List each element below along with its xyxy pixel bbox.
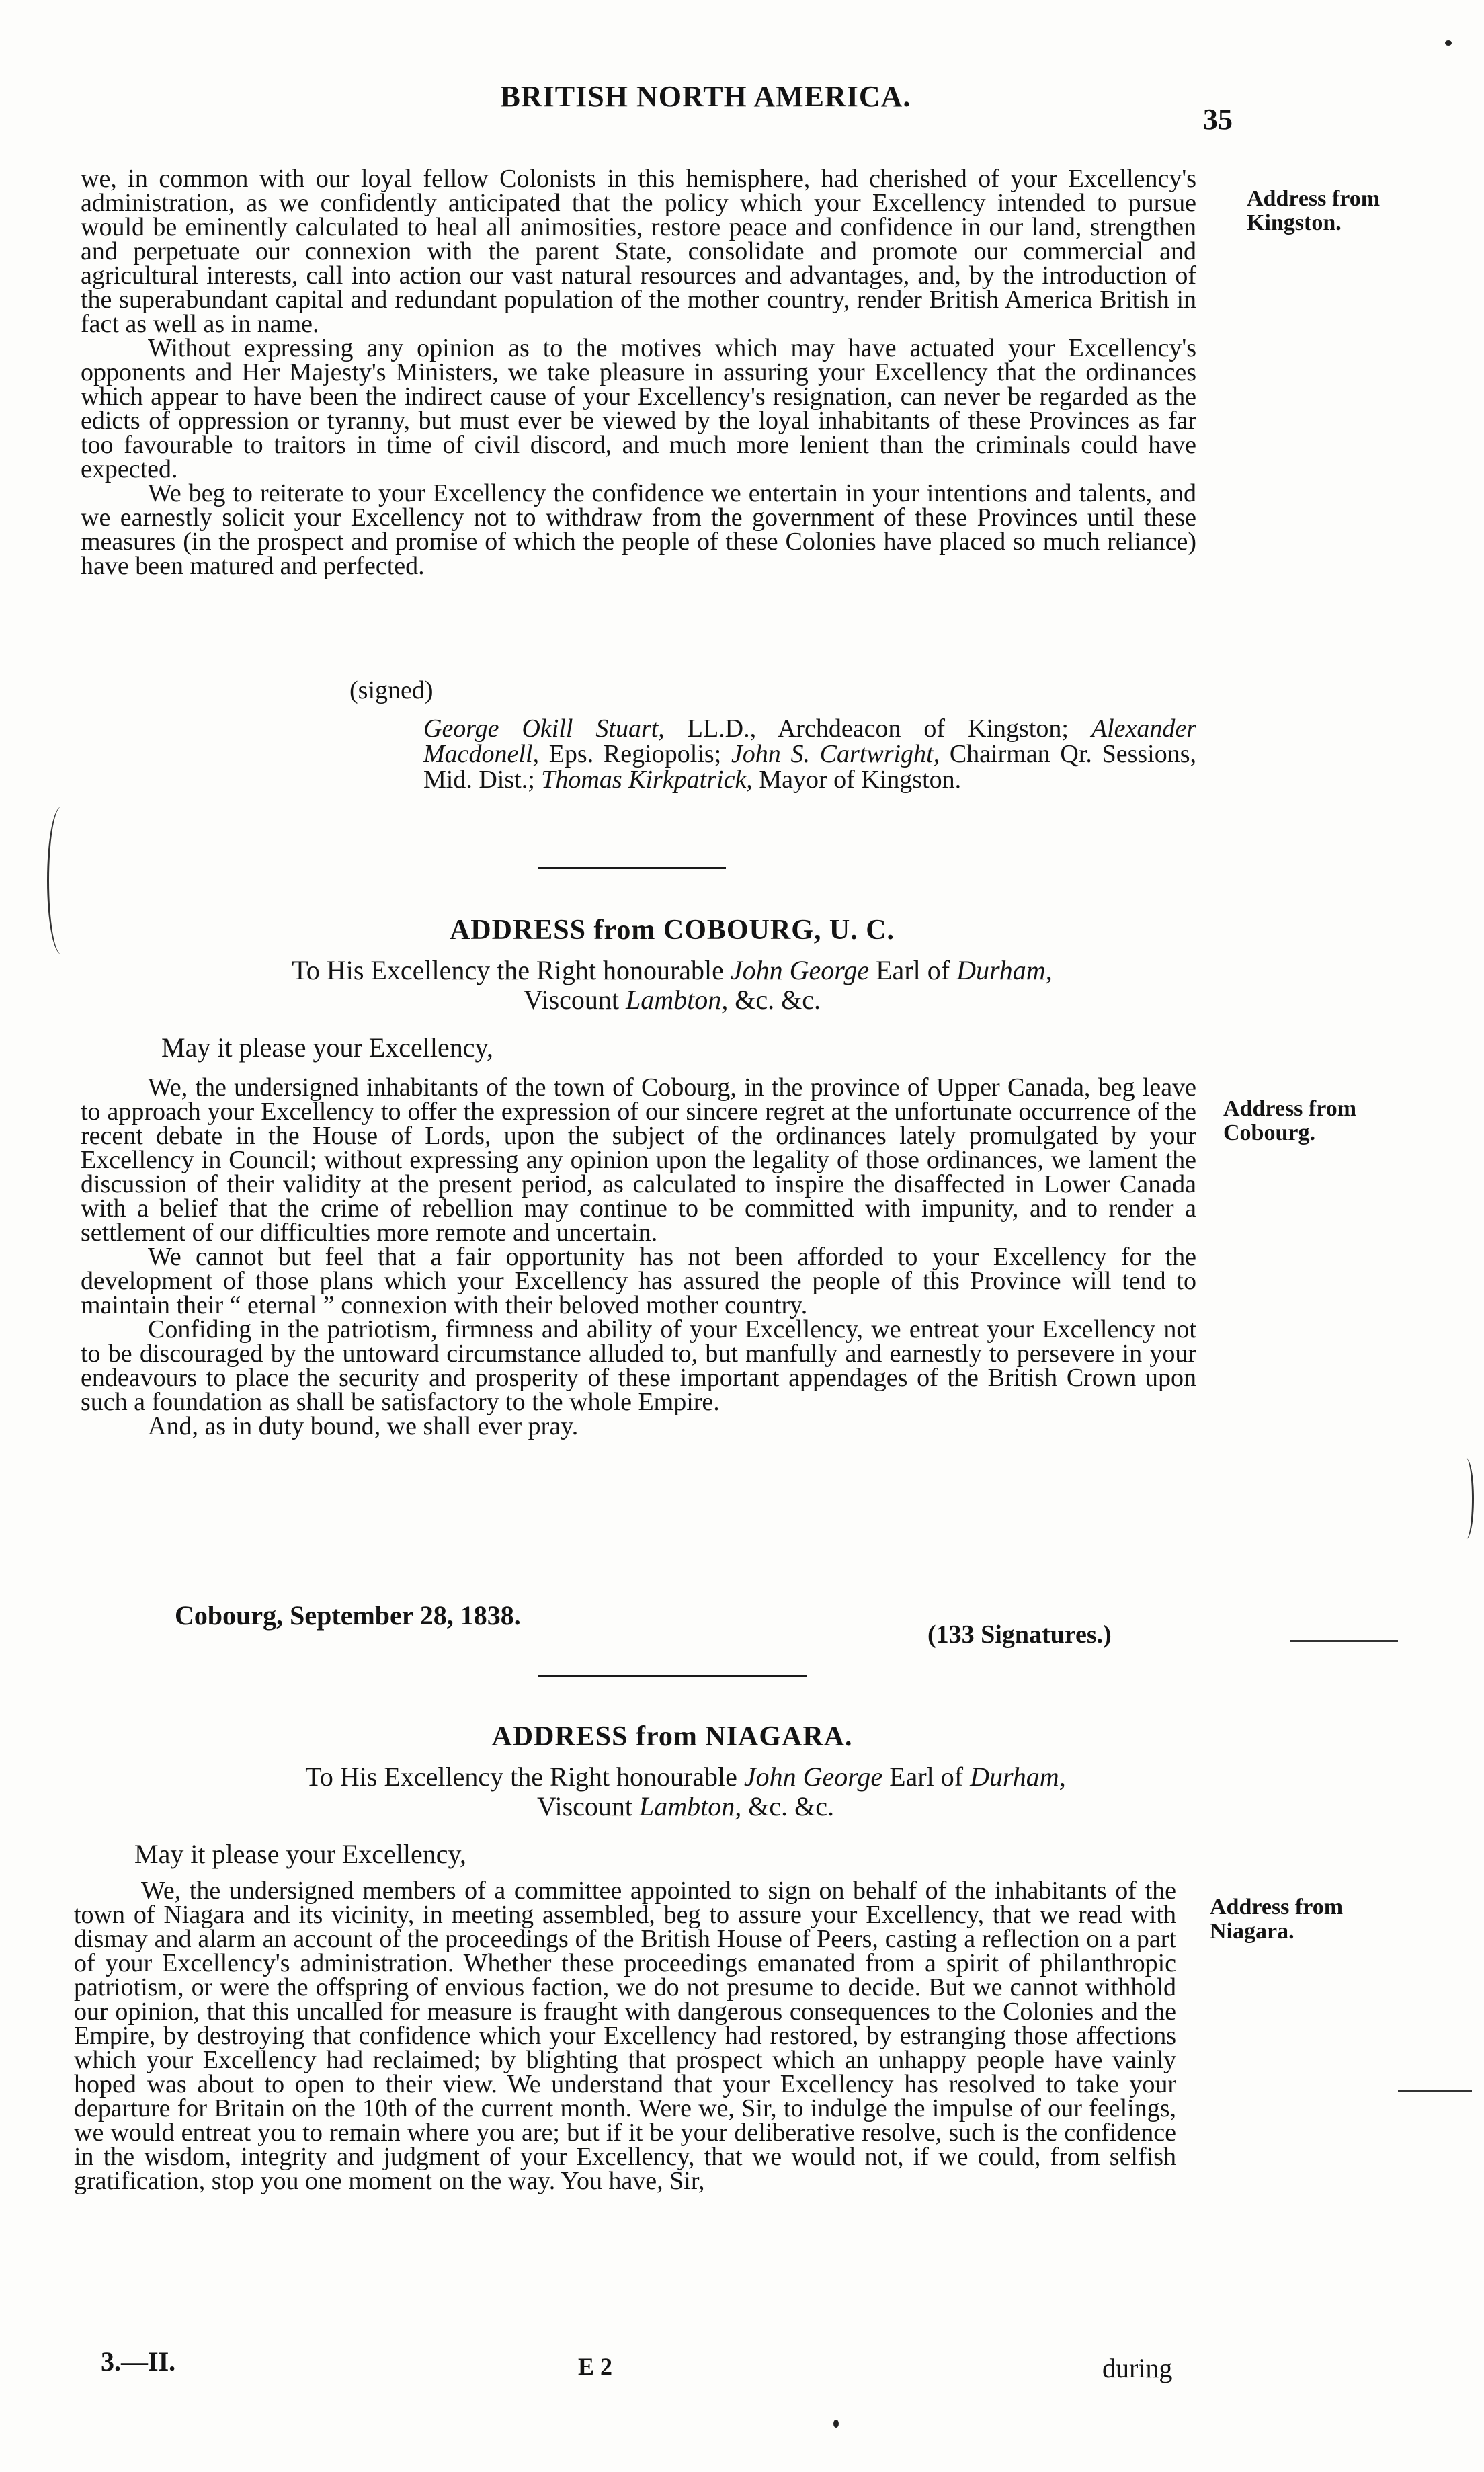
signatory-title: Eps. Regiopolis; [539, 740, 731, 768]
scan-speck [1445, 40, 1452, 46]
cobourg-paragraph-3: Confiding in the patriotism, firmness and ability of your Excellency, we entreat your Excellency not to be discouraged by the untoward circumstance alluded to, but manfully and earnestly to persevere in your endeavours to place the security and prosperity of these important appendages of the British Crown upon such a foundation as shall be satisfactory to the whole Empire. [81, 1315, 1196, 1416]
addressee-earl: Durham, [956, 955, 1053, 985]
cobourg-heading: ADDRESS from COBOURG, U. C. [449, 915, 895, 946]
signatory-name: Thomas Kirkpatrick, [541, 766, 753, 794]
margin-note-niagara: Address from Niagara. [1210, 1895, 1344, 1944]
addressee-line2-suffix: &c. &c. [741, 1791, 834, 1821]
catchword: during [1102, 2353, 1173, 2383]
addressee-line2-prefix: Viscount [536, 1791, 640, 1821]
ink-bracket-mark [1458, 1458, 1474, 1539]
kingston-signatories [423, 716, 1196, 792]
addressee-line2-prefix: Viscount [523, 985, 626, 1015]
ink-stroke-mark [1398, 2090, 1472, 2092]
niagara-body [74, 1879, 1176, 2193]
kingston-paragraph-1: we, in common with our loyal fellow Colonists in this hemisphere, had cherished of your Excellency's administration, as we confidently anticipated that the policy which your Excellency intended to pursue would be eminently calculated to heal all animosities, restore peace and confidence in our land, strengthen and perpetuate our connexion with the parent State, consolidate and promote our commercial and agricultural interests, call into action our vast natural resources and advantages, and, by the introduction of the superabundant capital and redundant population of the mother country, render British America British in fact as well as in name. [81, 165, 1196, 338]
cobourg-body [81, 1075, 1196, 1438]
ink-stroke-mark [1290, 1640, 1398, 1642]
kingston-paragraph-2: Without expressing any opinion as to the motives which may have actuated your Excellency's opponents and Her Majesty's Ministers, we take pleasure in assuring your Excellency that the ordinances which appear to have been the indirect cause of your Excellency's resignation, can never be regarded as the edicts of oppression or tyranny, but must ever be viewed by the loyal inhabitants of these Provinces as far too favourable to traitors in time of civil discord, and much more lenient than the criminals could have expected. [81, 334, 1196, 483]
sheet-mark: E 2 [578, 2353, 613, 2380]
cobourg-dateline: Cobourg, September 28, 1838. [175, 1600, 521, 1631]
niagara-salutation: May it please your Excellency, [134, 1839, 466, 1869]
signatory-title: LL.D., Archdeacon of Kingston; [664, 714, 1091, 743]
section-divider [538, 867, 726, 869]
niagara-heading: ADDRESS from NIAGARA. [491, 1721, 853, 1752]
addressee-prefix: To His Excellency the Right honourable [305, 1762, 744, 1792]
signatory-name: George Okill Stuart, [423, 714, 665, 743]
cobourg-salutation: May it please your Excellency, [161, 1032, 493, 1063]
cobourg-addressee [134, 956, 1210, 1015]
addressee-line2-suffix: &c. &c. [728, 985, 821, 1015]
addressee-mid: Earl of [882, 1762, 971, 1792]
scan-speck [833, 2420, 839, 2428]
page-number: 35 [1203, 103, 1233, 136]
signatory-name: Alexander Macdonell, [423, 714, 1197, 768]
margin-note-kingston: Address from Kingston. [1247, 186, 1380, 235]
section-divider [538, 1675, 807, 1677]
running-title: BRITISH NORTH AMERICA. [500, 80, 911, 113]
cobourg-paragraph-2: We cannot but feel that a fair opportunity has not been afforded to your Excellency for the development of those plans which your Excellency has assured the people of this Province will tend to maintain their “ eternal ” connexion with their beloved mother country. [81, 1243, 1196, 1319]
cobourg-paragraph-1: We, the undersigned inhabitants of the town of Cobourg, in the province of Upper Canada, beg leave to approach your Excellency to offer the expression of our sincere regret at the unfortunate occurrence of the recent debate in the House of Lords, upon the subject of the ordinances lately promulgated by your Excellency in Council; without expressing any opinion upon the legality of those ordinances, we lament the discussion of their validity at the present period, as calculated to inspire the disaffected in Lower Canada with a belief that the crime of rebellion may continue to be committed with impunity, and to render a settlement of our difficulties more remote and uncertain. [81, 1073, 1196, 1247]
ink-bracket-mark [47, 807, 76, 954]
signatory-title: Chairman Qr. Sessions, Mid. Dist.; [423, 740, 1196, 794]
signed-label: (signed) [349, 676, 434, 704]
kingston-paragraph-3: We beg to reiterate to your Excellency the confidence we entertain in your intentions and talents, and we earnestly solicit your Excellency not to withdraw from the government of these Provinces until these measures (in the prospect and promise of which the people of these Colonies have placed so much reliance) have been matured and perfected. [81, 479, 1196, 580]
cobourg-signature-count: (133 Signatures.) [928, 1620, 1112, 1649]
kingston-body [81, 167, 1196, 578]
signatory-name: John S. Cartwright, [731, 740, 940, 768]
niagara-addressee [148, 1762, 1223, 1821]
addressee-earl: Durham, [970, 1762, 1066, 1792]
addressee-name: John George [730, 955, 870, 985]
cobourg-closing: And, as in duty bound, we shall ever pray. [148, 1412, 579, 1440]
signature-mark: 3.—II. [101, 2346, 176, 2377]
addressee-viscount: Lambton, [639, 1791, 742, 1821]
signatory-title: Mayor of Kingston. [752, 766, 962, 794]
addressee-prefix: To His Excellency the Right honourable [292, 955, 731, 985]
niagara-paragraph-1: We, the undersigned members of a committee appointed to sign on behalf of the inhabitants of the town of Niagara and its vicinity, in meeting assembled, beg to assure your Excellency, that we read with dismay and alarm an account of the proceedings of the British House of Peers, casting a reflection on a part of your Excellency's administration. Whether these proceedings emanated from a spirit of philanthropic patriotism, or were the offspring of envious faction, we do not presume to decide. But we cannot withhold our opinion, that this uncalled for measure is fraught with dangerous consequences to the Colonies and the Empire, by destroying that confidence which your Excellency had restored, by estranging those affections which your Excellency had reclaimed; by blighting that prospect which an unhappy people have vainly hoped was about to open to their view. We understand that your Excellency has resolved to take your departure for Britain on the 10th of the current month. Were we, Sir, to indulge the impulse of our feelings, we would entreat you to remain where you are; but if it be your deliberative resolve, such is the confidence in the wisdom, integrity and judgment of your Excellency, that we would not, if we could, from selfish gratification, stop you one moment on the way. You have, Sir, [74, 1877, 1176, 2195]
addressee-name: John George [743, 1762, 883, 1792]
addressee-viscount: Lambton, [626, 985, 729, 1015]
addressee-mid: Earl of [869, 955, 957, 985]
margin-note-cobourg: Address from Cobourg. [1223, 1096, 1357, 1145]
